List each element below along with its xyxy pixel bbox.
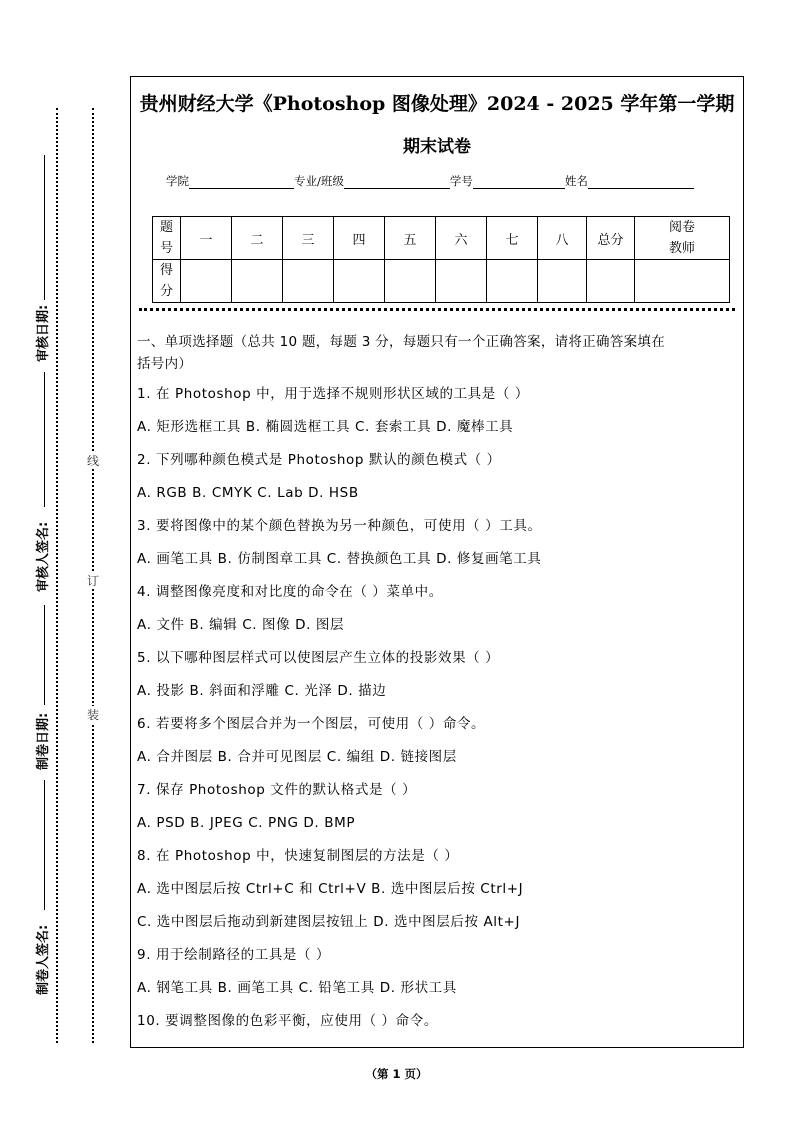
- options-line: A. 矩形选框工具 B. 椭圆选框工具 C. 套索工具 D. 魔棒工具: [137, 419, 514, 435]
- reviewer-sign-line: [44, 372, 46, 507]
- col-header: 二: [232, 217, 283, 260]
- reviewer-cell[interactable]: [635, 260, 730, 303]
- maker-sign-line: [44, 780, 46, 910]
- col-header: 四: [334, 217, 385, 260]
- score-cell[interactable]: [487, 260, 538, 303]
- question-line: 8. 在 Photoshop 中，快速复制图层的方法是（ ）: [137, 848, 459, 864]
- make-date-line: [44, 605, 46, 705]
- score-table-score-row: [153, 260, 730, 303]
- options-line: A. RGB B. CMYK C. Lab D. HSB: [137, 485, 359, 501]
- score-table: [152, 216, 730, 303]
- options-line: A. 合并图层 B. 合并可见图层 C. 编组 D. 链接图层: [137, 749, 457, 765]
- make-date-label: 制卷日期:: [36, 712, 51, 770]
- bind-mark-fold: 装: [87, 708, 100, 722]
- options-line: A. 文件 B. 编辑 C. 图像 D. 图层: [137, 617, 345, 633]
- outer-dotted-line: [56, 108, 58, 1043]
- student-info-line: [166, 173, 694, 189]
- student-id-label: 学号: [449, 174, 473, 188]
- review-date-label: 审核日期:: [36, 304, 51, 362]
- options-line: C. 选中图层后拖动到新建图层按钮上 D. 选中图层后按 Alt+J: [137, 914, 521, 930]
- col-header: 五: [385, 217, 436, 260]
- exam-frame: [130, 76, 744, 1048]
- row-label-number: 题 号: [153, 217, 181, 260]
- name-label: 姓名: [564, 174, 588, 188]
- dotted-separator: [139, 308, 735, 311]
- col-header: 一: [181, 217, 232, 260]
- options-line: A. 选中图层后按 Ctrl+C 和 Ctrl+V B. 选中图层后按 Ctrl+J: [137, 881, 524, 897]
- maker-sign-label: 制卷人签名:: [36, 924, 51, 995]
- score-table-header-row: [153, 217, 730, 260]
- question-line: 9. 用于绘制路径的工具是（ ）: [137, 947, 331, 963]
- question-section: [137, 331, 741, 1042]
- score-cell[interactable]: [385, 260, 436, 303]
- col-header: 八: [538, 217, 587, 260]
- question-line: 2. 下列哪种颜色模式是 Photoshop 默认的颜色模式（ ）: [137, 452, 501, 468]
- question-line: 1. 在 Photoshop 中，用于选择不规则形状区域的工具是（ ）: [137, 386, 529, 402]
- question-line: 6. 若要将多个图层合并为一个图层，可使用（ ）命令。: [137, 716, 486, 732]
- name-field[interactable]: [588, 175, 694, 189]
- score-cell[interactable]: [181, 260, 232, 303]
- col-header-reviewer: 阅卷 教师: [635, 217, 730, 260]
- score-cell[interactable]: [436, 260, 487, 303]
- page-number: （第 1 页）: [365, 1067, 428, 1081]
- section-heading: 一、单项选择题（总共 10 题，每题 3 分，每题只有一个正确答案，请将正确答案填在 括号内）: [137, 334, 666, 372]
- options-line: A. PSD B. JPEG C. PNG D. BMP: [137, 815, 356, 831]
- major-class-field[interactable]: [344, 175, 450, 189]
- major-class-label: 专业/班级: [294, 174, 344, 188]
- options-line: A. 画笔工具 B. 仿制图章工具 C. 替换颜色工具 D. 修复画笔工具: [137, 551, 542, 567]
- college-field[interactable]: [189, 175, 294, 189]
- col-header-total: 总分: [587, 217, 635, 260]
- options-line: A. 投影 B. 斜面和浮雕 C. 光泽 D. 描边: [137, 683, 387, 699]
- college-label: 学院: [166, 174, 189, 188]
- row-label-score: 得 分: [153, 260, 181, 303]
- student-id-field[interactable]: [473, 175, 565, 189]
- col-header: 六: [436, 217, 487, 260]
- score-cell[interactable]: [283, 260, 334, 303]
- score-cell[interactable]: [538, 260, 587, 303]
- col-header: 三: [283, 217, 334, 260]
- review-date-line: [44, 155, 46, 300]
- exam-subtitle: 期末试卷: [403, 137, 471, 157]
- bind-mark-line: 线: [87, 454, 100, 468]
- score-cell-total[interactable]: [587, 260, 635, 303]
- exam-title: 贵州财经大学《Photoshop 图像处理》2024 - 2025 学年第一学期: [139, 93, 735, 115]
- question-line: 10. 要调整图像的色彩平衡，应使用（ ）命令。: [137, 1013, 438, 1029]
- reviewer-sign-label: 审核人签名:: [36, 521, 51, 592]
- score-cell[interactable]: [232, 260, 283, 303]
- question-line: 5. 以下哪种图层样式可以使图层产生立体的投影效果（ ）: [137, 650, 500, 666]
- question-line: 7. 保存 Photoshop 文件的默认格式是（ ）: [137, 782, 417, 798]
- bind-mark-staple: 订: [87, 574, 100, 588]
- question-line: 3. 要将图像中的某个颜色替换为另一种颜色，可使用（ ）工具。: [137, 518, 542, 534]
- score-cell[interactable]: [334, 260, 385, 303]
- question-line: 4. 调整图像亮度和对比度的命令在（ ）菜单中。: [137, 584, 443, 600]
- col-header: 七: [487, 217, 538, 260]
- options-line: A. 钢笔工具 B. 画笔工具 C. 铅笔工具 D. 形状工具: [137, 980, 457, 996]
